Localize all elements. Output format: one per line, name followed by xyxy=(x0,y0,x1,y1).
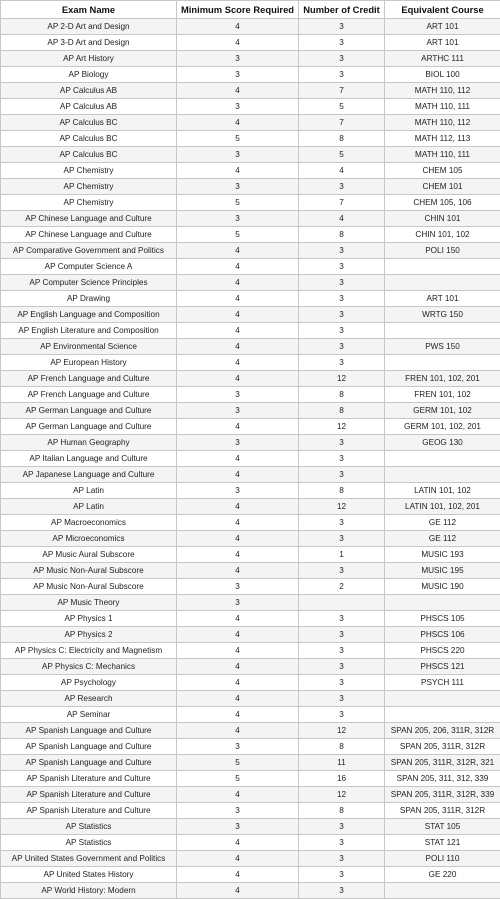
minimum-score-cell: 4 xyxy=(177,355,299,371)
credit-cell: 8 xyxy=(299,803,385,819)
credit-cell: 3 xyxy=(299,883,385,899)
table-row xyxy=(1,307,500,323)
exam-name-cell: AP Psychology xyxy=(1,675,177,691)
minimum-score-cell: 4 xyxy=(177,291,299,307)
minimum-score-cell: 3 xyxy=(177,819,299,835)
table-row xyxy=(1,403,500,419)
table-row xyxy=(1,451,500,467)
equivalent-course-cell: LATIN 101, 102, 201 xyxy=(385,499,500,515)
table-row xyxy=(1,579,500,595)
table-row xyxy=(1,323,500,339)
exam-name-cell: AP Art History xyxy=(1,51,177,67)
equivalent-course-cell: LATIN 101, 102 xyxy=(385,483,500,499)
minimum-score-cell: 4 xyxy=(177,35,299,51)
equivalent-course-cell: PWS 150 xyxy=(385,339,500,355)
minimum-score-cell: 3 xyxy=(177,739,299,755)
credit-cell: 5 xyxy=(299,147,385,163)
exam-name-cell: AP French Language and Culture xyxy=(1,387,177,403)
minimum-score-cell: 4 xyxy=(177,627,299,643)
equivalent-course-cell: PHSCS 105 xyxy=(385,611,500,627)
credit-cell: 3 xyxy=(299,435,385,451)
table-row xyxy=(1,835,500,851)
table-row xyxy=(1,291,500,307)
table-row xyxy=(1,563,500,579)
credit-cell: 5 xyxy=(299,99,385,115)
equivalent-course-cell: MATH 110, 111 xyxy=(385,99,500,115)
credit-cell: 3 xyxy=(299,323,385,339)
minimum-score-cell: 3 xyxy=(177,803,299,819)
table-row xyxy=(1,179,500,195)
table-row xyxy=(1,259,500,275)
credit-cell: 3 xyxy=(299,291,385,307)
exam-name-cell: AP French Language and Culture xyxy=(1,371,177,387)
credit-cell: 4 xyxy=(299,163,385,179)
equivalent-course-cell: MUSIC 190 xyxy=(385,579,500,595)
equivalent-course-cell: MATH 110, 111 xyxy=(385,147,500,163)
minimum-score-cell: 3 xyxy=(177,579,299,595)
equivalent-course-cell: STAT 121 xyxy=(385,835,500,851)
minimum-score-cell: 4 xyxy=(177,163,299,179)
minimum-score-cell: 4 xyxy=(177,499,299,515)
exam-name-cell: AP Spanish Language and Culture xyxy=(1,723,177,739)
table-header-row xyxy=(1,1,500,19)
table-row xyxy=(1,755,500,771)
equivalent-course-cell: MATH 112, 113 xyxy=(385,131,500,147)
table-row xyxy=(1,867,500,883)
equivalent-course-cell: POLI 150 xyxy=(385,243,500,259)
minimum-score-cell: 4 xyxy=(177,243,299,259)
table-row xyxy=(1,595,500,611)
credit-cell: 7 xyxy=(299,195,385,211)
exam-name-cell: AP Japanese Language and Culture xyxy=(1,467,177,483)
equivalent-course-cell xyxy=(385,451,500,467)
table-row xyxy=(1,83,500,99)
exam-name-cell: AP Environmental Science xyxy=(1,339,177,355)
credit-cell xyxy=(299,595,385,611)
minimum-score-cell: 5 xyxy=(177,755,299,771)
equivalent-course-cell: SPAN 205, 311R, 312R, 321 xyxy=(385,755,500,771)
table-row xyxy=(1,67,500,83)
table-row xyxy=(1,355,500,371)
equivalent-course-cell: STAT 105 xyxy=(385,819,500,835)
exam-name-cell: AP Drawing xyxy=(1,291,177,307)
minimum-score-cell: 4 xyxy=(177,467,299,483)
equivalent-course-cell: ART 101 xyxy=(385,291,500,307)
table-row xyxy=(1,483,500,499)
minimum-score-cell: 4 xyxy=(177,339,299,355)
minimum-score-cell: 5 xyxy=(177,195,299,211)
exam-name-cell: AP Calculus BC xyxy=(1,115,177,131)
exam-name-cell: AP Computer Science A xyxy=(1,259,177,275)
exam-name-cell: AP Chemistry xyxy=(1,195,177,211)
credit-cell: 3 xyxy=(299,627,385,643)
table-row xyxy=(1,19,500,35)
table-row xyxy=(1,243,500,259)
equivalent-course-cell: PHSCS 220 xyxy=(385,643,500,659)
exam-name-cell: AP English Language and Composition xyxy=(1,307,177,323)
minimum-score-cell: 4 xyxy=(177,275,299,291)
credit-cell: 7 xyxy=(299,115,385,131)
exam-name-cell: AP Calculus BC xyxy=(1,131,177,147)
credit-cell: 3 xyxy=(299,611,385,627)
table-row xyxy=(1,163,500,179)
minimum-score-cell: 4 xyxy=(177,659,299,675)
credit-cell: 3 xyxy=(299,259,385,275)
minimum-score-cell: 4 xyxy=(177,611,299,627)
minimum-score-cell: 4 xyxy=(177,707,299,723)
exam-name-cell: AP Chemistry xyxy=(1,163,177,179)
credit-cell: 3 xyxy=(299,355,385,371)
credit-cell: 3 xyxy=(299,51,385,67)
minimum-score-cell: 4 xyxy=(177,531,299,547)
equivalent-course-cell: MUSIC 193 xyxy=(385,547,500,563)
credit-cell: 8 xyxy=(299,387,385,403)
credit-cell: 3 xyxy=(299,67,385,83)
equivalent-course-cell xyxy=(385,323,500,339)
table-row xyxy=(1,195,500,211)
minimum-score-cell: 4 xyxy=(177,419,299,435)
exam-name-cell: AP 3-D Art and Design xyxy=(1,35,177,51)
minimum-score-cell: 3 xyxy=(177,67,299,83)
exam-name-cell: AP Latin xyxy=(1,499,177,515)
table-row xyxy=(1,723,500,739)
minimum-score-cell: 5 xyxy=(177,131,299,147)
minimum-score-cell: 4 xyxy=(177,307,299,323)
credit-cell: 3 xyxy=(299,531,385,547)
minimum-score-cell: 3 xyxy=(177,403,299,419)
equivalent-course-cell xyxy=(385,691,500,707)
credit-cell: 3 xyxy=(299,35,385,51)
table-row xyxy=(1,115,500,131)
minimum-score-cell: 4 xyxy=(177,675,299,691)
minimum-score-cell: 5 xyxy=(177,771,299,787)
minimum-score-cell: 3 xyxy=(177,387,299,403)
table-row xyxy=(1,787,500,803)
credit-cell: 3 xyxy=(299,19,385,35)
equivalent-course-cell: CHIN 101, 102 xyxy=(385,227,500,243)
table-row xyxy=(1,371,500,387)
equivalent-course-cell: MUSIC 195 xyxy=(385,563,500,579)
table-row xyxy=(1,643,500,659)
table-row xyxy=(1,531,500,547)
header-number-of-credit: Number of Credit xyxy=(299,1,385,19)
credit-cell: 3 xyxy=(299,691,385,707)
credit-cell: 8 xyxy=(299,227,385,243)
credit-cell: 3 xyxy=(299,819,385,835)
exam-name-cell: AP Physics C: Electricity and Magnetism xyxy=(1,643,177,659)
equivalent-course-cell xyxy=(385,259,500,275)
credit-cell: 3 xyxy=(299,451,385,467)
exam-name-cell: AP Music Theory xyxy=(1,595,177,611)
exam-name-cell: AP Computer Science Principles xyxy=(1,275,177,291)
header-minimum-score: Minimum Score Required xyxy=(177,1,299,19)
credit-cell: 8 xyxy=(299,483,385,499)
exam-name-cell: AP Statistics xyxy=(1,819,177,835)
table-row xyxy=(1,547,500,563)
minimum-score-cell: 3 xyxy=(177,99,299,115)
table-row xyxy=(1,707,500,723)
minimum-score-cell: 4 xyxy=(177,323,299,339)
equivalent-course-cell: BIOL 100 xyxy=(385,67,500,83)
table-row xyxy=(1,515,500,531)
credit-cell: 3 xyxy=(299,339,385,355)
credit-cell: 3 xyxy=(299,835,385,851)
equivalent-course-cell: GERM 101, 102 xyxy=(385,403,500,419)
minimum-score-cell: 4 xyxy=(177,563,299,579)
table-row xyxy=(1,467,500,483)
exam-name-cell: AP Italian Language and Culture xyxy=(1,451,177,467)
equivalent-course-cell: PHSCS 121 xyxy=(385,659,500,675)
table-row xyxy=(1,499,500,515)
exam-name-cell: AP German Language and Culture xyxy=(1,419,177,435)
equivalent-course-cell: MATH 110, 112 xyxy=(385,115,500,131)
equivalent-course-cell: ARTHC 111 xyxy=(385,51,500,67)
exam-name-cell: AP Comparative Government and Politics xyxy=(1,243,177,259)
minimum-score-cell: 4 xyxy=(177,115,299,131)
credit-cell: 16 xyxy=(299,771,385,787)
equivalent-course-cell xyxy=(385,707,500,723)
table-row xyxy=(1,819,500,835)
table-row xyxy=(1,771,500,787)
table-row xyxy=(1,739,500,755)
minimum-score-cell: 4 xyxy=(177,451,299,467)
table-row xyxy=(1,435,500,451)
table-row xyxy=(1,611,500,627)
header-equivalent-course: Equivalent Course xyxy=(385,1,500,19)
minimum-score-cell: 3 xyxy=(177,51,299,67)
table-row xyxy=(1,51,500,67)
equivalent-course-cell: POLI 110 xyxy=(385,851,500,867)
exam-name-cell: AP United States Government and Politics xyxy=(1,851,177,867)
equivalent-course-cell: ART 101 xyxy=(385,35,500,51)
equivalent-course-cell: SPAN 205, 206, 311R, 312R xyxy=(385,723,500,739)
credit-cell: 7 xyxy=(299,83,385,99)
exam-name-cell: AP Spanish Language and Culture xyxy=(1,755,177,771)
minimum-score-cell: 4 xyxy=(177,19,299,35)
equivalent-course-cell: WRTG 150 xyxy=(385,307,500,323)
credit-cell: 3 xyxy=(299,275,385,291)
exam-name-cell: AP Spanish Literature and Culture xyxy=(1,771,177,787)
table-row xyxy=(1,627,500,643)
minimum-score-cell: 4 xyxy=(177,851,299,867)
table-row xyxy=(1,851,500,867)
minimum-score-cell: 3 xyxy=(177,179,299,195)
equivalent-course-cell: SPAN 205, 311R, 312R, 339 xyxy=(385,787,500,803)
exam-name-cell: AP Seminar xyxy=(1,707,177,723)
table-row xyxy=(1,227,500,243)
table-row xyxy=(1,275,500,291)
credit-cell: 3 xyxy=(299,659,385,675)
table-row xyxy=(1,675,500,691)
table-row xyxy=(1,659,500,675)
table-row xyxy=(1,99,500,115)
credit-cell: 8 xyxy=(299,739,385,755)
minimum-score-cell: 4 xyxy=(177,787,299,803)
minimum-score-cell: 4 xyxy=(177,259,299,275)
equivalent-course-cell xyxy=(385,275,500,291)
equivalent-course-cell: ART 101 xyxy=(385,19,500,35)
credit-cell: 3 xyxy=(299,179,385,195)
table-row xyxy=(1,147,500,163)
exam-name-cell: AP United States History xyxy=(1,867,177,883)
credit-cell: 3 xyxy=(299,643,385,659)
equivalent-course-cell xyxy=(385,355,500,371)
minimum-score-cell: 4 xyxy=(177,723,299,739)
minimum-score-cell: 4 xyxy=(177,691,299,707)
exam-name-cell: AP Research xyxy=(1,691,177,707)
exam-name-cell: AP Spanish Language and Culture xyxy=(1,739,177,755)
exam-name-cell: AP Spanish Literature and Culture xyxy=(1,787,177,803)
minimum-score-cell: 4 xyxy=(177,515,299,531)
equivalent-course-cell: SPAN 205, 311R, 312R xyxy=(385,739,500,755)
exam-name-cell: AP Music Aural Subscore xyxy=(1,547,177,563)
exam-name-cell: AP Microeconomics xyxy=(1,531,177,547)
credit-cell: 11 xyxy=(299,755,385,771)
credit-cell: 12 xyxy=(299,787,385,803)
credit-cell: 3 xyxy=(299,467,385,483)
credit-cell: 3 xyxy=(299,307,385,323)
minimum-score-cell: 3 xyxy=(177,595,299,611)
exam-name-cell: AP Spanish Literature and Culture xyxy=(1,803,177,819)
equivalent-course-cell xyxy=(385,883,500,899)
table-row xyxy=(1,691,500,707)
exam-name-cell: AP Calculus AB xyxy=(1,99,177,115)
equivalent-course-cell: CHEM 105, 106 xyxy=(385,195,500,211)
minimum-score-cell: 4 xyxy=(177,835,299,851)
equivalent-course-cell: PHSCS 106 xyxy=(385,627,500,643)
credit-cell: 3 xyxy=(299,851,385,867)
table-row xyxy=(1,387,500,403)
table-row xyxy=(1,35,500,51)
equivalent-course-cell: GERM 101, 102, 201 xyxy=(385,419,500,435)
exam-name-cell: AP Chinese Language and Culture xyxy=(1,227,177,243)
exam-name-cell: AP Human Geography xyxy=(1,435,177,451)
equivalent-course-cell: GE 112 xyxy=(385,515,500,531)
minimum-score-cell: 3 xyxy=(177,211,299,227)
minimum-score-cell: 5 xyxy=(177,227,299,243)
exam-name-cell: AP Macroeconomics xyxy=(1,515,177,531)
minimum-score-cell: 4 xyxy=(177,643,299,659)
exam-name-cell: AP Chemistry xyxy=(1,179,177,195)
exam-name-cell: AP European History xyxy=(1,355,177,371)
equivalent-course-cell: CHEM 101 xyxy=(385,179,500,195)
credit-cell: 12 xyxy=(299,499,385,515)
table-row xyxy=(1,803,500,819)
credit-cell: 3 xyxy=(299,243,385,259)
table-row xyxy=(1,339,500,355)
exam-name-cell: AP Calculus AB xyxy=(1,83,177,99)
equivalent-course-cell: FREN 101, 102 xyxy=(385,387,500,403)
equivalent-course-cell: FREN 101, 102, 201 xyxy=(385,371,500,387)
minimum-score-cell: 4 xyxy=(177,83,299,99)
credit-cell: 3 xyxy=(299,515,385,531)
exam-name-cell: AP Calculus BC xyxy=(1,147,177,163)
exam-name-cell: AP Music Non-Aural Subscore xyxy=(1,579,177,595)
exam-name-cell: AP Music Non-Aural Subscore xyxy=(1,563,177,579)
exam-name-cell: AP Physics 1 xyxy=(1,611,177,627)
exam-name-cell: AP German Language and Culture xyxy=(1,403,177,419)
equivalent-course-cell: SPAN 205, 311, 312, 339 xyxy=(385,771,500,787)
table-row xyxy=(1,419,500,435)
equivalent-course-cell xyxy=(385,595,500,611)
equivalent-course-cell: CHEM 105 xyxy=(385,163,500,179)
exam-name-cell: AP Physics C: Mechanics xyxy=(1,659,177,675)
equivalent-course-cell: GEOG 130 xyxy=(385,435,500,451)
credit-cell: 4 xyxy=(299,211,385,227)
minimum-score-cell: 3 xyxy=(177,147,299,163)
exam-name-cell: AP Latin xyxy=(1,483,177,499)
exam-name-cell: AP Biology xyxy=(1,67,177,83)
credit-cell: 1 xyxy=(299,547,385,563)
exam-name-cell: AP Chinese Language and Culture xyxy=(1,211,177,227)
equivalent-course-cell: GE 112 xyxy=(385,531,500,547)
credit-cell: 3 xyxy=(299,867,385,883)
credit-cell: 12 xyxy=(299,371,385,387)
table-row xyxy=(1,131,500,147)
equivalent-course-cell: MATH 110, 112 xyxy=(385,83,500,99)
minimum-score-cell: 4 xyxy=(177,547,299,563)
equivalent-course-cell: CHIN 101 xyxy=(385,211,500,227)
minimum-score-cell: 4 xyxy=(177,867,299,883)
minimum-score-cell: 4 xyxy=(177,883,299,899)
credit-cell: 12 xyxy=(299,419,385,435)
credit-cell: 3 xyxy=(299,675,385,691)
credit-cell: 3 xyxy=(299,707,385,723)
equivalent-course-cell: GE 220 xyxy=(385,867,500,883)
table-row xyxy=(1,211,500,227)
table-body xyxy=(1,19,500,899)
minimum-score-cell: 4 xyxy=(177,371,299,387)
equivalent-course-cell xyxy=(385,467,500,483)
credit-cell: 2 xyxy=(299,579,385,595)
table-row xyxy=(1,883,500,899)
minimum-score-cell: 3 xyxy=(177,483,299,499)
minimum-score-cell: 3 xyxy=(177,435,299,451)
equivalent-course-cell: PSYCH 111 xyxy=(385,675,500,691)
credit-cell: 12 xyxy=(299,723,385,739)
exam-name-cell: AP English Literature and Composition xyxy=(1,323,177,339)
credit-cell: 8 xyxy=(299,403,385,419)
exam-name-cell: AP 2-D Art and Design xyxy=(1,19,177,35)
equivalent-course-cell: SPAN 205, 311R, 312R xyxy=(385,803,500,819)
credit-cell: 8 xyxy=(299,131,385,147)
exam-name-cell: AP World History: Modern xyxy=(1,883,177,899)
exam-name-cell: AP Statistics xyxy=(1,835,177,851)
header-exam-name: Exam Name xyxy=(1,1,177,19)
exam-name-cell: AP Physics 2 xyxy=(1,627,177,643)
credit-cell: 3 xyxy=(299,563,385,579)
